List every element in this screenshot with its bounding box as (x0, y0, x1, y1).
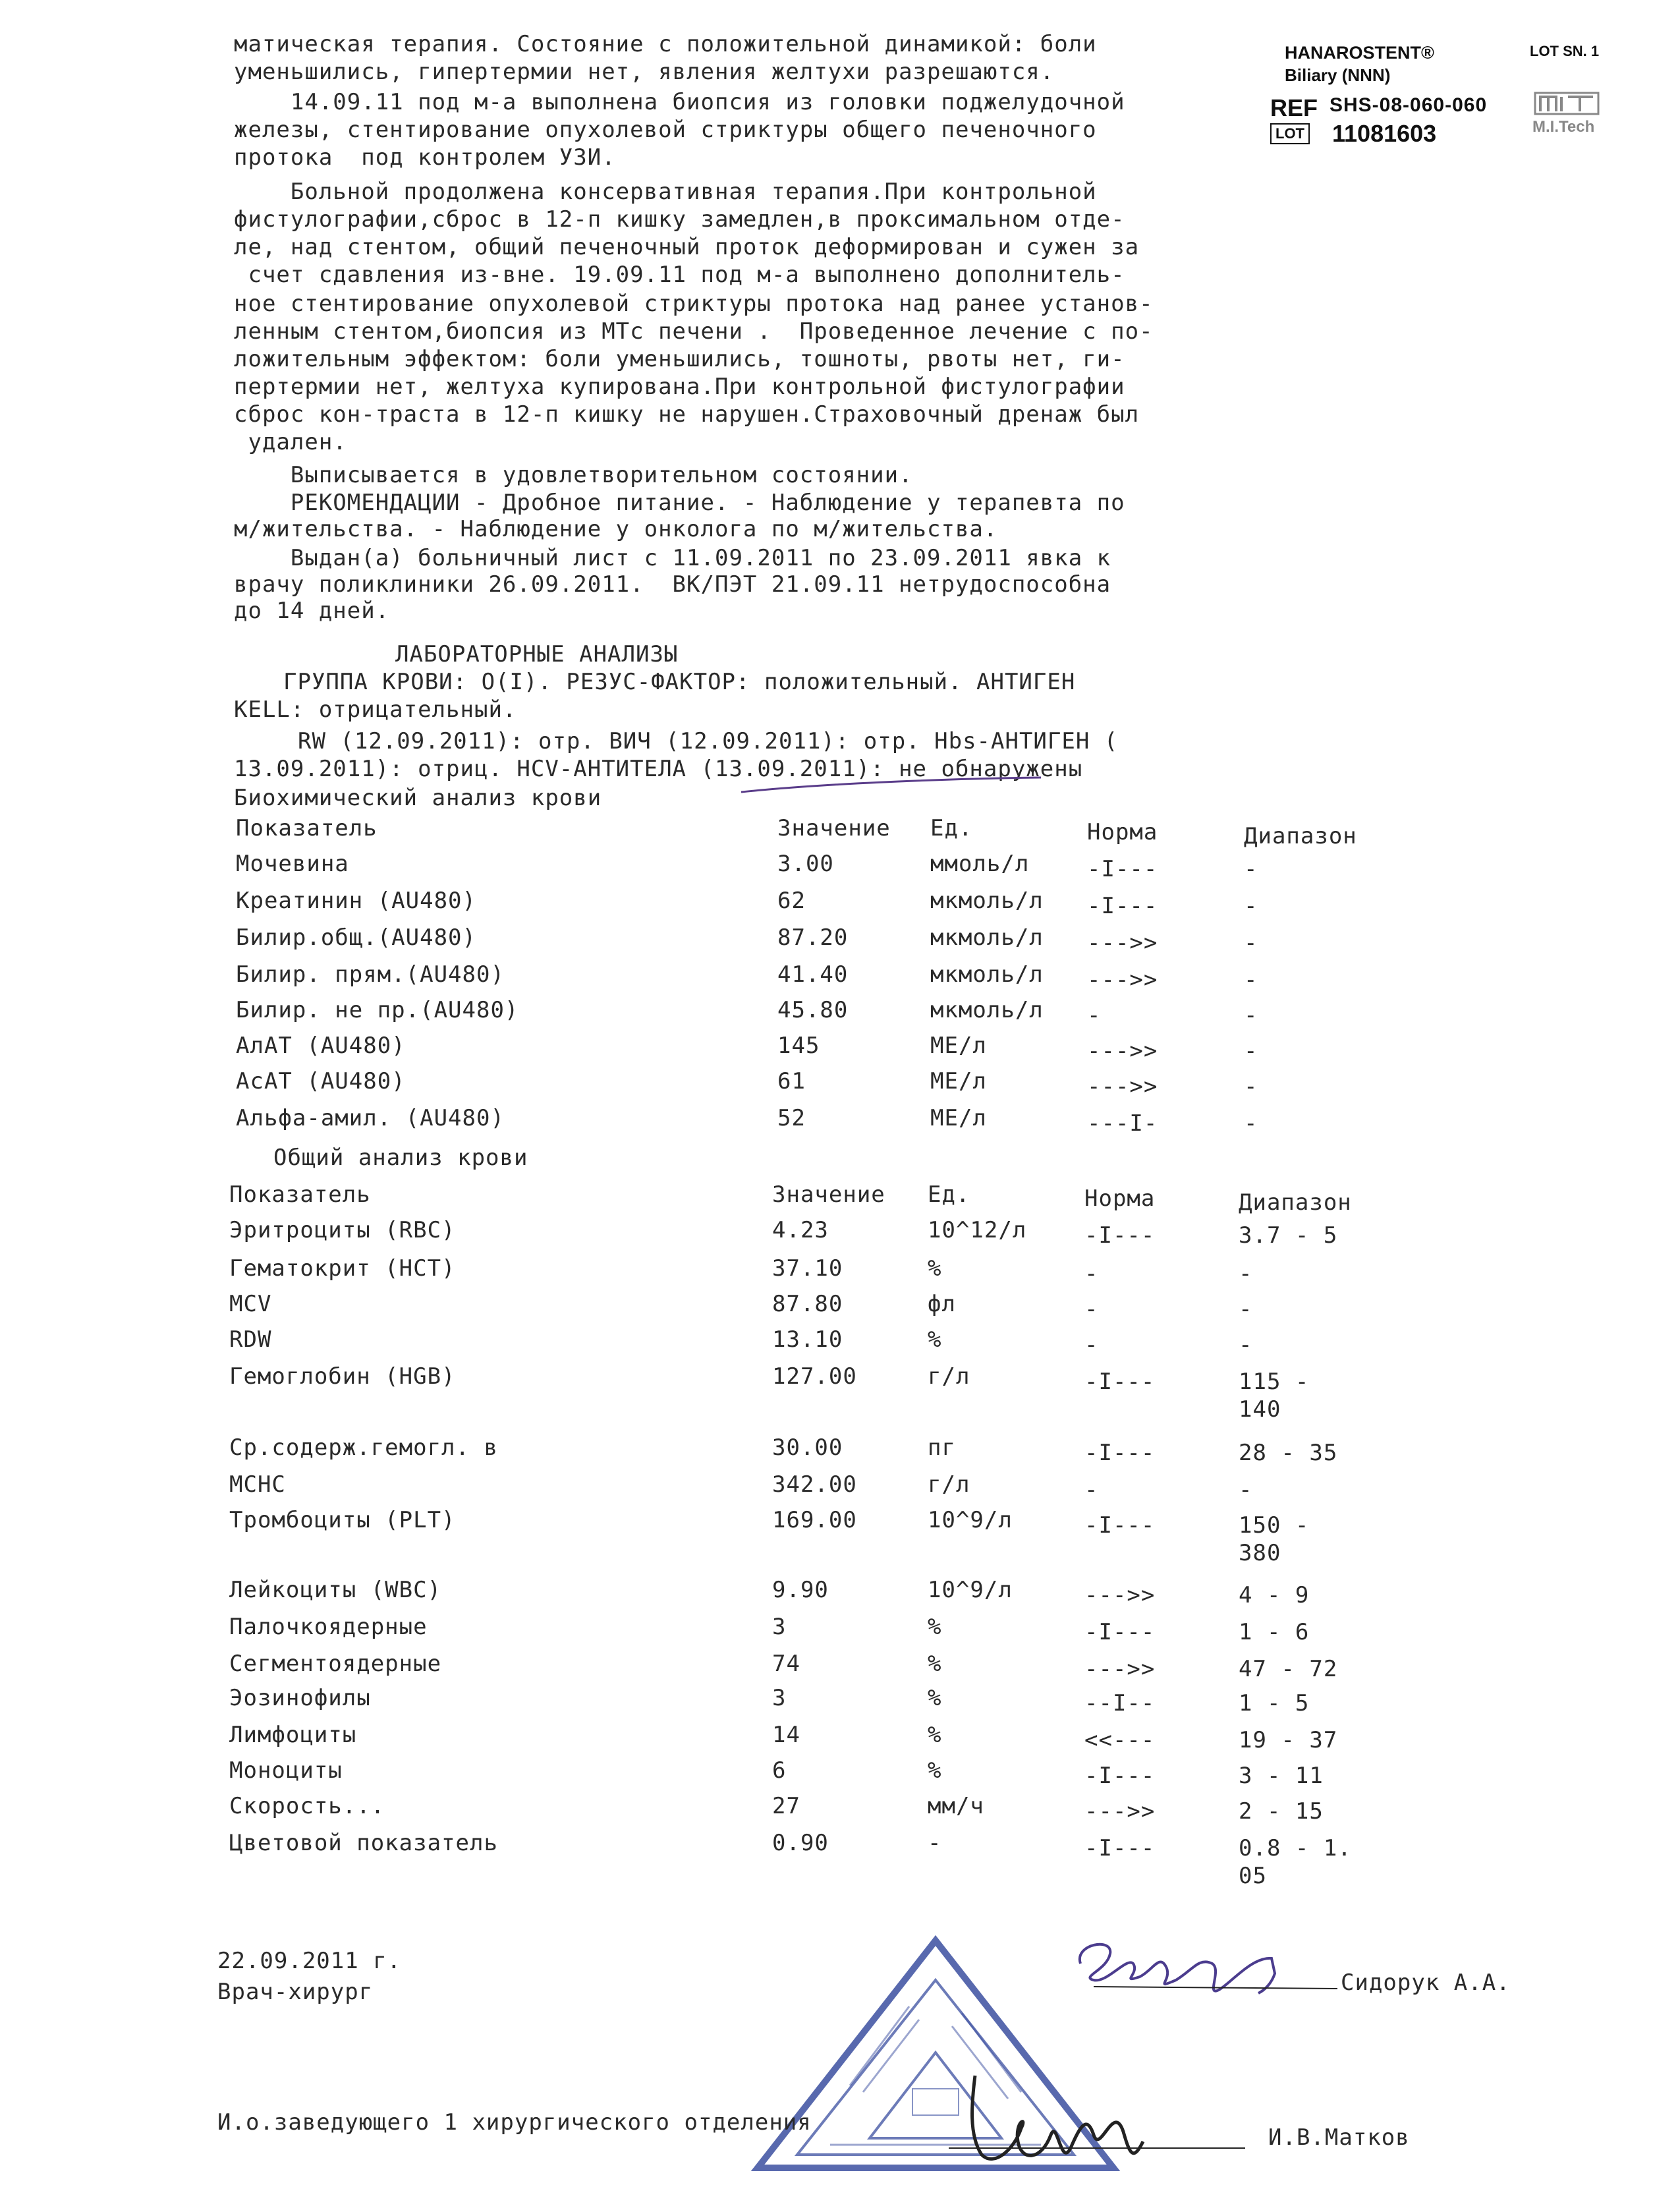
narrative-line: РЕКОМЕНДАЦИИ - Дробное питание. - Наблюдение у терапевта по (234, 490, 1125, 516)
biochem-header-norm: Норма (1087, 819, 1158, 845)
biochem-row-label: Мочевина (236, 851, 349, 877)
signer-role: Врач-хирург (217, 1979, 374, 2005)
cbc-row-value: 342.00 (772, 1471, 857, 1498)
cbc-row-range: 4 - 9 (1239, 1582, 1310, 1608)
cbc-row-label: Эритроциты (RBC) (229, 1217, 456, 1243)
sticker-maker: M.I.Tech (1532, 118, 1595, 136)
blood-group-line-1: ГРУППА КРОВИ: O(I). РЕЗУС-ФАКТОР: положительный. АНТИГЕН (283, 669, 1076, 695)
blood-group-line-2: KELL: отрицательный. (234, 696, 517, 723)
narrative-line: ложительным эффектом: боли уменьшились, тошноты, рвоты нет, ги- (234, 346, 1125, 372)
biochem-row-range: - (1244, 1038, 1258, 1064)
head-role: И.о.заведующего 1 хирургического отделения (217, 2109, 812, 2136)
cbc-row-label: Гематокрит (HCT) (229, 1255, 456, 1282)
cbc-row-range: 3 - 11 (1239, 1763, 1324, 1789)
biochem-row-norm: - (1087, 1002, 1102, 1029)
cbc-title: Общий анализ крови (273, 1145, 528, 1171)
cbc-row-unit: % (928, 1255, 942, 1282)
biochem-row-range: - (1244, 1002, 1258, 1029)
narrative-line: м/жительства. - Наблюдение у онколога по м/жительства. (234, 516, 998, 542)
cbc-row-label: Палочкоядерные (229, 1614, 428, 1640)
cbc-row-value: 27 (772, 1793, 800, 1819)
cbc-row-label: Сегментоядерные (229, 1651, 442, 1677)
narrative-line: счет сдавления из-вне. 19.09.11 под м-а выполнено дополнитель- (234, 262, 1125, 288)
cbc-row-unit: - (928, 1830, 942, 1856)
biochem-row-value: 145 (777, 1033, 820, 1059)
cbc-row-value: 127.00 (772, 1363, 857, 1390)
cbc-row-norm: --->> (1084, 1656, 1156, 1682)
narrative-line: врачу поликлиники 26.09.2011. ВК/ПЭТ 21.09.11 нетрудоспособна (234, 571, 1111, 598)
sticker-brand: HANAROSTENT® (1285, 43, 1434, 63)
biochem-header-value: Значение (777, 815, 891, 841)
sticker-ref-value: SHS-08-060-060 (1330, 94, 1488, 116)
cbc-row-range-cont: 05 (1239, 1863, 1267, 1889)
biochem-row-unit: мкмоль/л (930, 997, 1044, 1023)
biochem-row-unit: мкмоль/л (930, 961, 1044, 988)
cbc-row-unit: пг (928, 1434, 956, 1461)
cbc-header-range: Диапазон (1239, 1189, 1352, 1216)
biochem-row-range: - (1244, 930, 1258, 956)
narrative-line: пертермии нет, желтуха купирована.При контрольной фистулографии (234, 374, 1125, 400)
narrative-line: ленным стентом,биопсия из МТс печени . Проведенное лечение с по- (234, 318, 1154, 345)
narrative-line: Больной продолжена консервативная терапия.При контрольной (234, 179, 1097, 205)
biochem-row-value: 41.40 (777, 961, 849, 988)
biochem-row-value: 62 (777, 888, 806, 914)
biochem-row-label: Билир. не пр.(AU480) (236, 997, 519, 1023)
narrative-line: уменьшились, гипертермии нет, явления желтухи разрешаются. (234, 59, 1055, 85)
cbc-row-norm: --->> (1084, 1798, 1156, 1825)
cbc-row-unit: 10^9/л (928, 1577, 1013, 1603)
cbc-row-range: - (1239, 1477, 1253, 1503)
cbc-row-range: - (1239, 1332, 1253, 1358)
narrative-line: железы, стентирование опухолевой стриктуры общего печеночного (234, 117, 1097, 143)
biochem-row-label: Билир. прям.(AU480) (236, 961, 505, 988)
sticker-lot-label: LOT (1270, 123, 1310, 144)
biochem-row-value: 3.00 (777, 851, 834, 877)
cbc-row-label: Ср.содерж.гемогл. в (229, 1434, 498, 1461)
biochem-row-value: 61 (777, 1068, 806, 1094)
cbc-row-norm: - (1084, 1261, 1099, 1287)
signature-date: 22.09.2011 г. (217, 1948, 402, 1974)
biochem-row-range: - (1244, 1110, 1258, 1137)
cbc-row-label: Тромбоциты (PLT) (229, 1507, 456, 1533)
cbc-row-unit: г/л (928, 1471, 970, 1498)
biochem-row-label: Альфа-амил. (AU480) (236, 1105, 505, 1131)
cbc-row-unit: мм/ч (928, 1793, 984, 1819)
cbc-row-norm: -I--- (1084, 1440, 1156, 1466)
cbc-row-label: Лейкоциты (WBC) (229, 1577, 442, 1603)
biochem-header-label: Показатель (236, 815, 378, 841)
cbc-row-unit: % (928, 1614, 942, 1640)
biochem-row-unit: МЕ/л (930, 1105, 987, 1131)
cbc-row-label: Цветовой показатель (229, 1830, 498, 1856)
cbc-row-range: 2 - 15 (1239, 1798, 1324, 1825)
cbc-row-value: 87.80 (772, 1291, 843, 1317)
cbc-row-norm: - (1084, 1477, 1099, 1503)
cbc-row-norm: -I--- (1084, 1619, 1156, 1645)
biochem-row-norm: -I--- (1087, 893, 1158, 919)
cbc-row-label: MCV (229, 1291, 272, 1317)
narrative-line: 14.09.11 под м-а выполнена биопсия из головки поджелудочной (234, 89, 1125, 115)
cbc-row-unit: 10^12/л (928, 1217, 1027, 1243)
cbc-row-norm: -I--- (1084, 1222, 1156, 1249)
cbc-row-norm: <<--- (1084, 1727, 1156, 1753)
cbc-row-unit: % (928, 1722, 942, 1748)
biochem-row-unit: МЕ/л (930, 1068, 987, 1094)
mitech-logo-icon (1534, 90, 1600, 117)
biochem-row-unit: МЕ/л (930, 1033, 987, 1059)
biochem-row-norm: --->> (1087, 967, 1158, 993)
biochem-row-norm: --->> (1087, 930, 1158, 956)
cbc-row-value: 13.10 (772, 1326, 843, 1353)
cbc-row-label: Гемоглобин (HGB) (229, 1363, 456, 1390)
biochem-header-range: Диапазон (1244, 823, 1357, 849)
cbc-row-range: 150 - (1239, 1512, 1310, 1539)
cbc-row-label: MCHC (229, 1471, 286, 1498)
cbc-row-value: 0.90 (772, 1830, 829, 1856)
cbc-row-unit: % (928, 1685, 942, 1711)
cbc-row-range: 0.8 - 1. (1239, 1835, 1352, 1861)
cbc-row-range-cont: 140 (1239, 1396, 1281, 1423)
biochem-row-label: Билир.общ.(AU480) (236, 924, 476, 951)
biochem-row-unit: мкмоль/л (930, 924, 1044, 951)
lab-heading: ЛАБОРАТОРНЫЕ АНАЛИЗЫ (395, 641, 679, 667)
biochem-title: Биохимический анализ крови (234, 785, 602, 811)
narrative-line: ное стентирование опухолевой стриктуры протока над ранее установ- (234, 291, 1154, 317)
cbc-row-range: 1 - 5 (1239, 1690, 1310, 1716)
cbc-row-value: 4.23 (772, 1217, 829, 1243)
narrative-line: фистулографии,сброс в 12-п кишку замедлен,в проксимальном отде- (234, 206, 1125, 233)
narrative-line: удален. (234, 429, 347, 455)
biochem-row-value: 45.80 (777, 997, 849, 1023)
sticker-product: Biliary (NNN) (1285, 65, 1391, 85)
sticker-lot-value: 11081603 (1332, 120, 1437, 147)
biochem-row-unit: мкмоль/л (930, 888, 1044, 914)
cbc-row-norm: --I-- (1084, 1690, 1156, 1716)
cbc-row-value: 14 (772, 1722, 800, 1748)
cbc-row-range: 28 - 35 (1239, 1440, 1338, 1466)
narrative-line: сброс кон-траста в 12-п кишку не нарушен.Страховочный дренаж был (234, 401, 1140, 428)
cbc-row-range: 3.7 - 5 (1239, 1222, 1338, 1249)
cbc-row-value: 74 (772, 1651, 800, 1677)
narrative-line: протока под контролем УЗИ. (234, 144, 616, 171)
infections-line-1: RW (12.09.2011): отр. ВИЧ (12.09.2011): отр. Hbs-АНТИГЕН ( (298, 728, 1119, 754)
cbc-row-norm: --->> (1084, 1582, 1156, 1608)
cbc-row-range: 47 - 72 (1239, 1656, 1338, 1682)
cbc-row-value: 37.10 (772, 1255, 843, 1282)
biochem-row-range: - (1244, 1073, 1258, 1100)
biochem-row-range: - (1244, 893, 1258, 919)
cbc-row-unit: г/л (928, 1363, 970, 1390)
cbc-row-label: Лимфоциты (229, 1722, 357, 1748)
biochem-row-norm: ---I- (1087, 1110, 1158, 1137)
biochem-row-norm: -I--- (1087, 856, 1158, 882)
cbc-row-value: 6 (772, 1757, 787, 1784)
underline-mark (738, 772, 1048, 799)
sticker-ref-label: REF (1270, 94, 1318, 121)
cbc-row-range: - (1239, 1261, 1253, 1287)
doctor-name: Сидорук А.А. (1341, 1970, 1511, 1996)
cbc-row-range-cont: 380 (1239, 1540, 1281, 1566)
cbc-row-range: 19 - 37 (1239, 1727, 1338, 1753)
cbc-header-label: Показатель (229, 1181, 371, 1208)
biochem-row-norm: --->> (1087, 1038, 1158, 1064)
head-signature (936, 2062, 1252, 2174)
cbc-row-value: 9.90 (772, 1577, 829, 1603)
cbc-row-label: Скорость... (229, 1793, 385, 1819)
biochem-row-norm: --->> (1087, 1073, 1158, 1100)
biochem-row-label: АсАТ (AU480) (236, 1068, 406, 1094)
infections-line-2: 13.09.2011): отриц. HCV-АНТИТЕЛА (13.09.2011): не обнаружены (234, 756, 1083, 782)
cbc-row-range: - (1239, 1296, 1253, 1322)
cbc-row-label: RDW (229, 1326, 272, 1353)
cbc-row-unit: фл (928, 1291, 956, 1317)
cbc-row-range: 115 - (1239, 1369, 1310, 1395)
cbc-header-value: Значение (772, 1181, 885, 1208)
head-name: И.В.Матков (1268, 2124, 1410, 2151)
biochem-row-value: 87.20 (777, 924, 849, 951)
biochem-row-label: Креатинин (AU480) (236, 888, 476, 914)
cbc-row-norm: - (1084, 1332, 1099, 1358)
stent-label-sticker (1258, 36, 1601, 161)
biochem-row-range: - (1244, 856, 1258, 882)
cbc-row-norm: -I--- (1084, 1369, 1156, 1395)
cbc-row-value: 30.00 (772, 1434, 843, 1461)
biochem-row-unit: ммоль/л (930, 851, 1030, 877)
biochem-header-unit: Ед. (930, 815, 973, 841)
cbc-header-norm: Норма (1084, 1185, 1156, 1212)
cbc-row-unit: % (928, 1757, 942, 1784)
narrative-line: матическая терапия. Состояние с положительной динамикой: боли (234, 31, 1097, 57)
cbc-row-norm: -I--- (1084, 1512, 1156, 1539)
sticker-lot-sn: LOT SN. 1 (1530, 43, 1600, 59)
cbc-row-label: Моноциты (229, 1757, 343, 1784)
narrative-line: Выписывается в удовлетворительном состоянии. (234, 462, 913, 488)
cbc-row-label: Эозинофилы (229, 1685, 371, 1711)
cbc-row-value: 3 (772, 1685, 787, 1711)
biochem-row-label: АлАТ (AU480) (236, 1033, 406, 1059)
biochem-row-value: 52 (777, 1105, 806, 1131)
cbc-row-value: 169.00 (772, 1507, 857, 1533)
biochem-row-range: - (1244, 967, 1258, 993)
narrative-line: до 14 дней. (234, 598, 390, 624)
cbc-row-norm: -I--- (1084, 1835, 1156, 1861)
cbc-row-value: 3 (772, 1614, 787, 1640)
cbc-row-range: 1 - 6 (1239, 1619, 1310, 1645)
cbc-row-unit: % (928, 1326, 942, 1353)
cbc-row-norm: - (1084, 1296, 1099, 1322)
narrative-line: Выдан(а) больничный лист с 11.09.2011 по 23.09.2011 явка к (234, 545, 1111, 571)
narrative-line: ле, над стентом, общий печеночный проток деформирован и сужен за (234, 234, 1140, 260)
cbc-row-norm: -I--- (1084, 1763, 1156, 1789)
cbc-header-unit: Ед. (928, 1181, 970, 1208)
cbc-row-unit: % (928, 1651, 942, 1677)
cbc-row-unit: 10^9/л (928, 1507, 1013, 1533)
